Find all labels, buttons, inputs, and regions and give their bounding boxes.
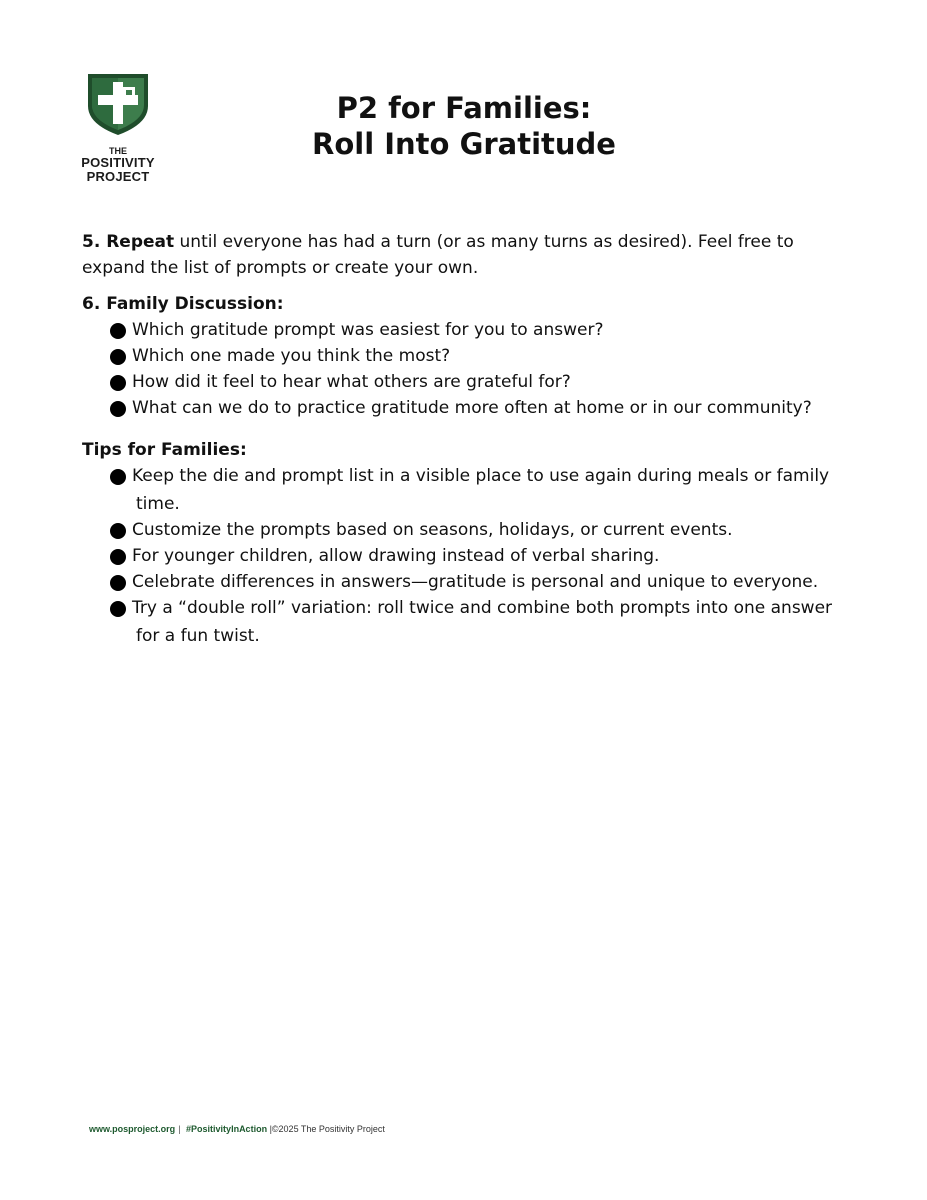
document-body <box>82 229 862 649</box>
footer-separator: | <box>178 1124 181 1134</box>
footer <box>89 1124 385 1134</box>
tip-text: Try a “double roll” variation: roll twice and combine both prompts into one answer <box>132 598 833 618</box>
step5-label: 5. Repeat <box>82 232 175 252</box>
footer-site-link[interactable]: www.posproject.org <box>89 1124 176 1134</box>
footer-copyright: |©2025 The Positivity Project <box>269 1124 385 1134</box>
logo-wordmark <box>72 146 164 184</box>
list-item <box>110 463 862 517</box>
list-item: What can we do to practice gratitude more often at home or in our community? <box>110 395 862 421</box>
page-title <box>232 90 696 162</box>
tip-text-cont: for a fun twist. <box>136 626 260 646</box>
list-item: For younger children, allow drawing instead of verbal sharing. <box>110 543 862 569</box>
footer-hashtag: #PositivityInAction <box>186 1124 268 1134</box>
discussion-heading: 6. Family Discussion: <box>82 294 284 314</box>
positivity-project-logo <box>72 70 164 186</box>
list-item: Customize the prompts based on seasons, holidays, or current events. <box>110 517 862 543</box>
list-item: How did it feel to hear what others are grateful for? <box>110 369 862 395</box>
logo-line1: POSITIVITY <box>81 155 155 170</box>
tip-text: Keep the die and prompt list in a visible place to use again during meals or family <box>132 466 830 486</box>
list-item <box>110 595 862 649</box>
title-line2: Roll Into Gratitude <box>312 127 616 161</box>
logo-the: THE <box>109 146 127 156</box>
title-line1: P2 for Families: <box>336 91 592 125</box>
tip-text-cont: time. <box>136 494 180 514</box>
logo-line2: PROJECT <box>86 169 150 184</box>
step5-paragraph <box>82 229 862 281</box>
tips-list <box>82 463 862 649</box>
shield-plus-icon <box>86 70 150 136</box>
list-item: Which gratitude prompt was easiest for you to answer? <box>110 317 862 343</box>
list-item: Which one made you think the most? <box>110 343 862 369</box>
list-item: Celebrate differences in answers—gratitude is personal and unique to everyone. <box>110 569 862 595</box>
step5-text: until everyone has had a turn (or as many turns as desired). Feel free to expand the list of prompts or create your own. <box>82 232 794 278</box>
discussion-list <box>82 317 862 421</box>
tips-heading: Tips for Families: <box>82 440 247 460</box>
